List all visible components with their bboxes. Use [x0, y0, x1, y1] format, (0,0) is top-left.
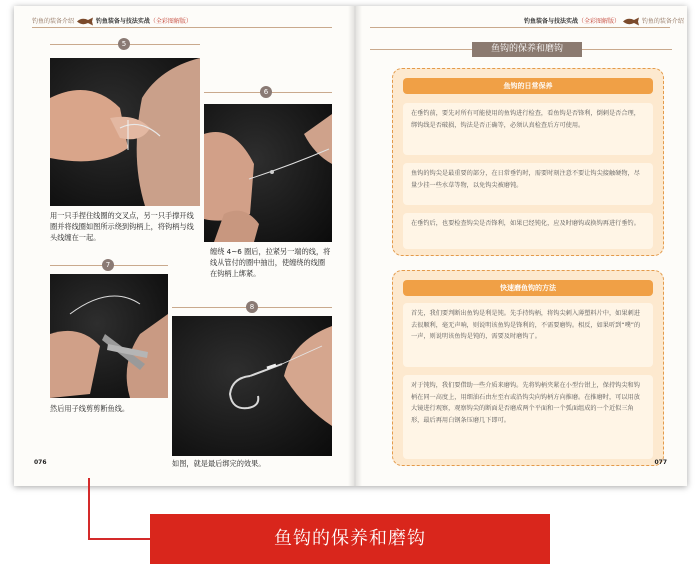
hands-pulling-line-image — [204, 104, 332, 242]
left-header-big: 钓鱼装备与技法实战 — [95, 18, 150, 25]
step-7-photo — [50, 274, 168, 398]
step-5-number: 5 — [118, 38, 130, 50]
right-page — [362, 6, 687, 486]
page-title: 鱼钩的保养和磨钩 — [472, 42, 582, 57]
left-running-header — [32, 16, 192, 26]
callout-connector-vertical — [88, 478, 90, 540]
daily-care-paragraph-1: 在垂钓前，要先对所有可能使用的鱼钩进行检查，看鱼钩是否锋利，倒刺是否合理，绑钩线是否破损，钩法是否正确等，必须认真检查后方可使用。 — [403, 103, 653, 155]
title-rule-right — [582, 49, 672, 50]
sharpening-heading: 快速磨鱼钩的方法 — [403, 280, 653, 296]
step-8-number: 8 — [246, 301, 258, 313]
book-spread — [14, 6, 687, 486]
right-header-red: （全彩图解版） — [578, 18, 621, 25]
left-page-number: 076 — [34, 459, 47, 466]
sharpening-paragraph-1: 首先，我们要判断出鱼钩是利是钝。先手持钩柄，将钩尖刺入薄塑料片中，如果刺进去很顺利，毫无声响，则说明该鱼钩是锋利的，不需要磨钩。相反，如果听到“噗”的一声，则说明该鱼钩是钝的，需要及时磨钩了。 — [403, 303, 653, 367]
daily-care-paragraph-2: 鱼钩的钩尖是最重要的部分，在日常垂钓时，需要时刻注意不要让钩尖接触硬物，尽量少挂一些水草等物，以免钩尖被磨钝。 — [403, 163, 653, 205]
step-6-photo — [204, 104, 332, 242]
step-7-caption: 然后用子线剪剪断鱼线。 — [50, 404, 130, 413]
right-page-number: 077 — [654, 459, 667, 466]
right-running-header — [524, 16, 684, 26]
step-6-caption: 缠绕 4~6 圈后，拉紧另一端的线，将线从管付的圈中抽出，使缠绕的线圈在钩柄上绑紧。 — [210, 247, 331, 278]
left-header-rule — [32, 27, 332, 28]
left-header-small: 钓鱼的装备介绍 — [32, 18, 75, 25]
hands-tying-line-image — [50, 58, 200, 206]
fish-icon — [76, 17, 94, 26]
step-5-caption: 用一只手捏住线圈的交叉点，另一只手撑开线圈并将线圈如图所示绕到钩柄上，将钩柄与线头线缠在一起。 — [50, 211, 194, 242]
left-header-red: （全彩图解版） — [149, 18, 192, 25]
step-8-caption: 如图，就是最后绑完的效果。 — [172, 459, 266, 468]
sharpening-panel — [392, 270, 664, 466]
step-7-number: 7 — [102, 259, 114, 271]
fish-icon — [622, 17, 640, 26]
daily-care-paragraph-3: 在垂钓后，也要检查钩尖是否锋利，如果已经钝化，应及时磨钩或换钩再进行垂钓。 — [403, 213, 653, 249]
left-page — [14, 6, 348, 486]
step-6-number: 6 — [260, 86, 272, 98]
title-rule-left — [370, 49, 472, 50]
scissors-cutting-line-image — [50, 274, 168, 398]
right-header-rule — [370, 27, 670, 28]
callout-connector-horizontal — [88, 538, 152, 540]
step-8-photo — [172, 316, 332, 456]
right-header-big: 钓鱼装备与技法实战 — [524, 18, 579, 25]
finished-hook-image — [172, 316, 332, 456]
daily-care-heading: 鱼钩的日常保养 — [403, 78, 653, 94]
right-header-small: 钓鱼的装备介绍 — [641, 18, 684, 25]
chapter-banner: 鱼钩的保养和磨钩 — [150, 514, 550, 564]
daily-care-panel — [392, 68, 664, 256]
sharpening-paragraph-2: 对于钝钩，我们要借助一些介质来磨钩。先将钩柄夹紧在小型台钳上，保持钩尖和钩柄在同一高度上，用细油石由左至右或沿钩尖向钩柄方向推磨。在推磨时，可以用放大镜进行观察，观察钩尖的断面是否磨成两个平面和一个弧面组成的一个近似三角形，最后再用白钢条压磨几下即可。 — [403, 375, 653, 459]
step-5-photo — [50, 58, 200, 206]
book-gutter — [348, 6, 362, 486]
